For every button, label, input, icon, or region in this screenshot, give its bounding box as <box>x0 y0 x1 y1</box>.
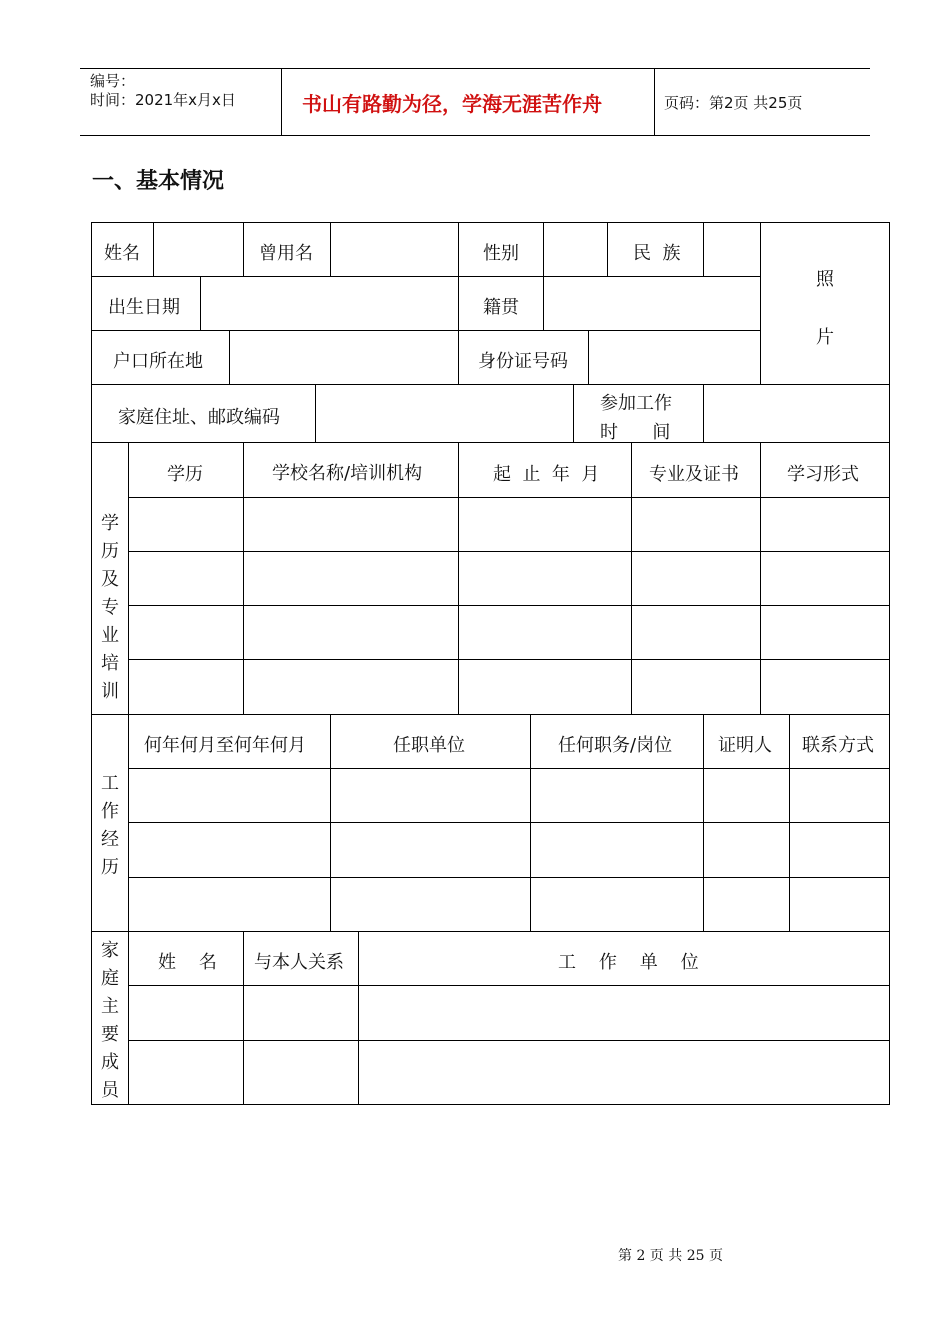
work-col-contact: 联系方式 <box>802 735 874 756</box>
native-place-field[interactable] <box>544 277 759 329</box>
education-col-major: 专业及证书 <box>649 464 739 485</box>
education-col-school: 学校名称/培训机构 <box>272 463 423 484</box>
gender-field[interactable] <box>544 223 606 275</box>
time-label: 时间：2021年x月x日 <box>90 91 236 109</box>
education-col-period: 起 止 年 月 <box>493 464 600 485</box>
family-col-relation: 与本人关系 <box>254 952 344 973</box>
ethnicity-label: 民 族 <box>633 243 681 264</box>
page-footer: 第 2 页 共 25 页 <box>618 1248 723 1264</box>
name-field[interactable] <box>154 223 242 275</box>
former-name-label: 曾用名 <box>259 243 313 264</box>
work-side-label: 工作经历 <box>101 773 119 878</box>
work-col-witness: 证明人 <box>718 735 772 756</box>
id-number-field[interactable] <box>589 331 759 383</box>
motto: 书山有路勤为径，学海无涯苦作舟 <box>302 92 602 116</box>
former-name-field[interactable] <box>331 223 457 275</box>
birth-date-field[interactable] <box>201 277 457 329</box>
section-title: 一、基本情况 <box>92 169 225 194</box>
id-number-label: 身份证号码 <box>478 351 568 372</box>
gender-label: 性别 <box>483 243 519 264</box>
family-col-workplace: 工 作 单 位 <box>558 952 699 973</box>
address-postcode-field[interactable] <box>316 385 572 441</box>
work-col-employer: 任职单位 <box>393 735 465 756</box>
photo-label-1: 照 <box>816 269 834 290</box>
education-col-degree: 学历 <box>167 464 203 485</box>
birth-date-label: 出生日期 <box>108 297 180 318</box>
education-col-mode: 学习形式 <box>787 464 859 485</box>
name-label: 姓名 <box>104 243 140 264</box>
work-start-label-2: 时 间 <box>600 422 671 443</box>
number-label: 编号： <box>90 72 136 90</box>
native-place-label: 籍贯 <box>483 297 519 318</box>
address-postcode-label: 家庭住址、邮政编码 <box>118 407 280 428</box>
photo-box[interactable] <box>761 223 888 383</box>
work-col-period: 何年何月至何年何月 <box>144 735 306 756</box>
family-col-name: 姓 名 <box>158 952 217 973</box>
education-side-label: 学历及专业培训 <box>101 513 119 702</box>
page-number-label: 页码：第2页 共25页 <box>664 94 803 112</box>
work-start-field[interactable] <box>704 385 888 441</box>
work-col-position: 任何职务/岗位 <box>558 735 673 756</box>
household-field[interactable] <box>230 331 457 383</box>
family-side-label: 家庭主要成员 <box>101 940 119 1101</box>
work-start-label-1: 参加工作 <box>600 393 672 414</box>
photo-label-2: 片 <box>816 327 834 348</box>
ethnicity-field[interactable] <box>704 223 759 275</box>
household-label: 户口所在地 <box>113 351 203 372</box>
